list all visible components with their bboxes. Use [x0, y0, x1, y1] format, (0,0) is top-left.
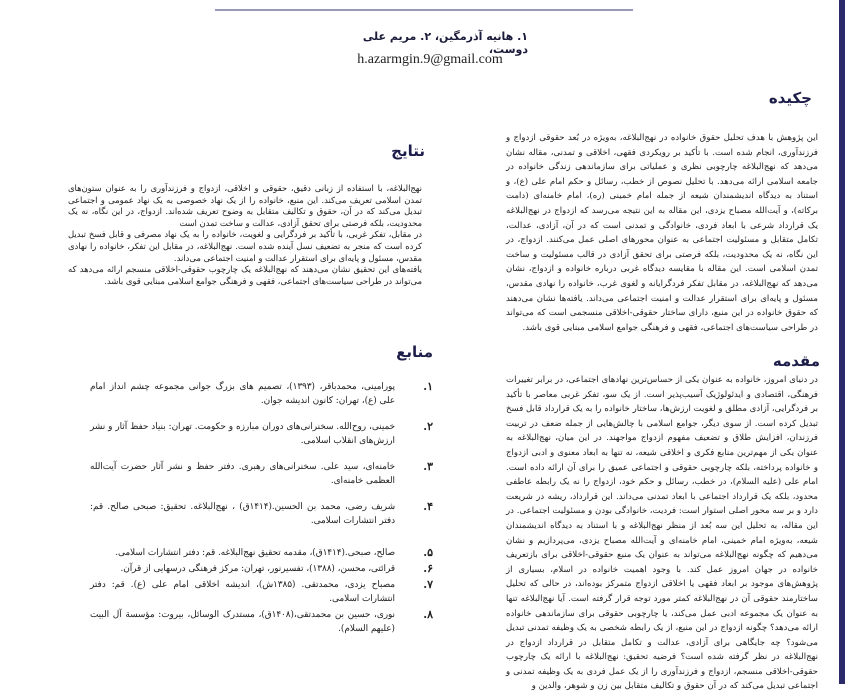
reference-text: خمینی، روح‌الله. سخنرانی‌های دوران مبارزه و حکومت. تهران: بنیاد حفظ آثار و نشر ارزش‌های انقلاب اسلامی. [90, 422, 395, 446]
reference-item [60, 460, 435, 488]
reference-item [60, 578, 435, 606]
reference-number: ۷. [423, 578, 433, 591]
reference-number: ۸. [423, 608, 433, 621]
reference-number: ۵. [423, 546, 433, 559]
references-list [60, 380, 435, 638]
results-text [68, 183, 422, 333]
intro-text: در دنیای امروز، خانواده به عنوان یکی از حساس‌ترین نهادهای اجتماعی، در برابر تغییرات فرهنگی، اقتصادی و ایدئولوژیک آسیب‌پذیر است. از یک سو، تفکر غربی معاصر با تأکید بر فردگرایی، آزادی مطلق و لغویت ارزش‌ها، ساختار خانواده را به یک قرارداد قابل فسخ تبدیل کرده است. از سوی دیگر، جوامع اسلامی با چالش‌هایی از جمله ضعف در تربیت فرزندان، افزایش طلاق و تضعیف مفهوم ازدواج مواجهند. در این میان، نهج‌البلاغه به عنوان یکی از مهم‌ترین منابع فکری و اخلاقی شیعه، نه تنها به ابعاد معنوی و ادبی ازدواج و خانواده پرداخته، بلکه چارچوبی حقوقی و اجتماعی عمیق را برای آن ارائه داده است. امام علی (علیه السلام)، در خطب، رسائل و حکم خود، ازدواج را نه یک رابطه عاطفی محدود، بلکه یک قرارداد اجتماعی با ابعاد تمدنی می‌داند. این قرارداد، ریشه در شریعت دارد و بر سه محور اصلی استوار است: فردیت، خانوادگی بودن و مسئولیت اجتماعی. در این مقاله، به تحلیل این سه بُعد از منظر نهج‌البلاغه و با استناد به دیدگاه اندیشمندان شیعه، به‌ویژه امام خمینی، امام خامنه‌ای و آیت‌الله مصباح یزدی، می‌پردازیم و نشان می‌دهیم که چگونه نهج‌البلاغه می‌تواند به عنوان یک منبع حقوقی-اخلاقی برای بازتعریف خانواده در جهان امروز عمل کند. با وجود اهمیت خانواده در اسلام، بسیاری از پژوهش‌های موجود بر ابعاد فقهی یا اخلاقی ازدواج متمرکز بوده‌اند، در حالی که تحلیل ساختارمند حقوقی آن در نهج‌البلاغه کمتر مورد توجه قرار گرفته است. آیا نهج‌البلاغه تنها به عنوان یک مجموعه ادبی عمل می‌کند، یا چارچوبی حقوقی برای سازماندهی خانواده ارائه می‌دهد؟ چگونه ازدواج در این منبع، از یک رابطه شخصی به یک وظیفه تمدنی تبدیل می‌شود؟ چه جایگاهی برای آزادی، عدالت و تکامل متقابل در قرارداد ازدواج در نهج‌البلاغه در نظر گرفته شده است؟ فرضیه تحقیق: نهج‌البلاغه با ارائه یک چارچوب حقوقی-اخلاقی منسجم، ازدواج و فرزندآوری را از یک عمل فردی به یک وظیفه تمدنی و اجتماعی تبدیل می‌کند که در آن حقوق و تکالیف متقابل بین زن و شوهر، والدین و [505, 375, 818, 692]
intro-heading: مقدمه [772, 352, 820, 370]
reference-number: ۳. [423, 460, 433, 473]
results-paragraph: یافته‌های این تحقیق نشان می‌دهند که نهج‌البلاغه یک چارچوب حقوقی-اخلاقی منسجم ارائه می‌دهد که می‌تواند در طراحی سیاست‌های اجتماعی، فقهی و فرهنگی جوامع اسلامی مبنایی قوی باشد. [68, 264, 422, 286]
reference-item [60, 380, 435, 408]
reference-text: قرائتی، محسن، (۱۳۸۸)، تفسیرنور، تهران: مرکز فرهنگی درسهایی از قرآن. [120, 564, 395, 574]
references-heading: منابع [396, 343, 433, 361]
reference-text: صالح، صبحی.(۱۴۱۴ق)، مقدمه تحقیق نهج‌البلاغه. قم: دفتر انتشارات اسلامی. [115, 548, 395, 558]
page-edge-bar [839, 0, 845, 684]
reference-text: خامنه‌ای، سید علی. سخنرانی‌های رهبری. دفتر حفظ و نشر آثار حضرت آیت‌الله العظمی خامنه‌ای. [90, 462, 395, 486]
reference-item [60, 608, 435, 636]
author-list: ۱. هانیه آذرمگین، ۲. مریم علی دوست، [362, 30, 528, 56]
reference-item [60, 420, 435, 448]
header-rule [215, 9, 633, 11]
reference-number: ۴. [423, 500, 433, 513]
abstract-heading: چکیده [768, 89, 812, 107]
reference-number: ۶. [423, 562, 433, 575]
reference-number: ۲. [423, 420, 433, 433]
results-heading: نتایج [391, 142, 425, 160]
reference-item [60, 562, 435, 576]
reference-number: ۱. [423, 380, 433, 393]
reference-text: مصباح یزدی، محمدتقی. (۱۳۸۵ش)، اندیشه اخلاقی امام علی (ع). قم: دفتر انتشارات اسلامی. [90, 580, 395, 604]
reference-text: نوری، حسین بن محمدتقی،(۱۴۰۸ق)، مستدرک الوسائل، بیروت: مؤسسة آل البیت (علیهم السلام). [90, 610, 396, 634]
reference-text: شریف رضی، محمد بن الحسین.(۱۴۱۴ق) ، نهج‌البلاغه. تحقیق: صبحی صالح. قم: دفتر انتشارات اسلامی. [90, 502, 395, 526]
reference-item [60, 546, 435, 560]
author-email: h.azarmgin.9@gmail.com [357, 52, 503, 67]
results-paragraph: در مقابل، تفکر غربی، با تأکید بر فردگرایی و لغویت، خانواده را به یک نهاد مصرفی و قابل فسخ تبدیل کرده است که منجر به تضعیف نسل آینده شده است. نهج‌البلاغه، در مقابل این تفکر، خانواده را نهادی مقدس، مسئول و پایه‌ای برای استقرار عدالت و امنیت اجتماعی می‌داند. [68, 229, 422, 263]
abstract-text: این پژوهش با هدف تحلیل حقوق خانواده در نهج‌البلاغه، به‌ویژه در بُعد حقوقی ازدواج و فرزندآوری، انجام شده است. با تأکید بر رویکردی فقهی، اخلاقی و تمدنی، مقاله نشان می‌دهد که نهج‌البلاغه چارچوبی نظری و عملیاتی برای سازماندهی زندگی خانواده در جامعه اسلامی ارائه می‌دهد. با تحلیل نصوص از خطب، رسائل و حکم امام علی (ع)، و استناد به دیدگاه اندیشمندان شیعه از جمله امام خمینی (ره)، امام خامنه‌ای (دامت برکاته)، و آیت‌الله مصباح یزدی، این مقاله به این نتیجه می‌رسد که ازدواج در نهج‌البلاغه یک قرارداد شرعی با ابعاد فردی، خانوادگی و تمدنی است که در آن، آزادی، عدالت، تکامل متقابل و مسئولیت اجتماعی به عنوان محورهای اصلی عمل می‌کنند. ازدواج، در این نگاه، نه یک محدودیت، بلکه فرصتی برای تحقق آزادی در قالب مسئولیت و ساخت تمدن اسلامی است. این مقاله با مقایسه دیدگاه غربی درباره خانواده و ازدواج، نشان می‌دهد که نهج‌البلاغه، در مقابل تفکر فردگرایانه و لغوی غرب، خانواده را نهادی مقدس، مسئول و پایه‌ای برای استقرار عدالت و امنیت اجتماعی می‌داند. یافته‌ها نشان می‌دهند که حقوق خانواده در این منبع، دارای ساختار حقوقی-اخلاقی منسجمی است که می‌تواند در طراحی سیاست‌های اجتماعی، فقهی و فرهنگی جوامع اسلامی مبنایی قوی باشد. [506, 133, 818, 333]
reference-text: پورامینی، محمدباقر، (۱۳۹۳)، تصمیم های بزرگ جوانی مجموعه چشم انداز امام علی (ع)، تهران: کانون اندیشه جوان. [90, 382, 395, 406]
results-paragraph: نهج‌البلاغه، با استفاده از زبانی دقیق، حقوقی و اخلاقی، ازدواج و فرزندآوری را به عنوان ستون‌های تمدن اسلامی تعریف می‌کند. این منبع، خانواده را از یک نهاد خصوصی به یک نهاد عمومی و اجتماعی تبدیل می‌کند که در آن، حقوق و تکالیف متقابل به وضوح تعریف شده‌اند. ازدواج، در این نگاه، نه یک محدودیت، بلکه فرصتی برای تحقق آزادی، عدالت و ساخت تمدن است [68, 183, 422, 228]
reference-item [60, 500, 435, 528]
